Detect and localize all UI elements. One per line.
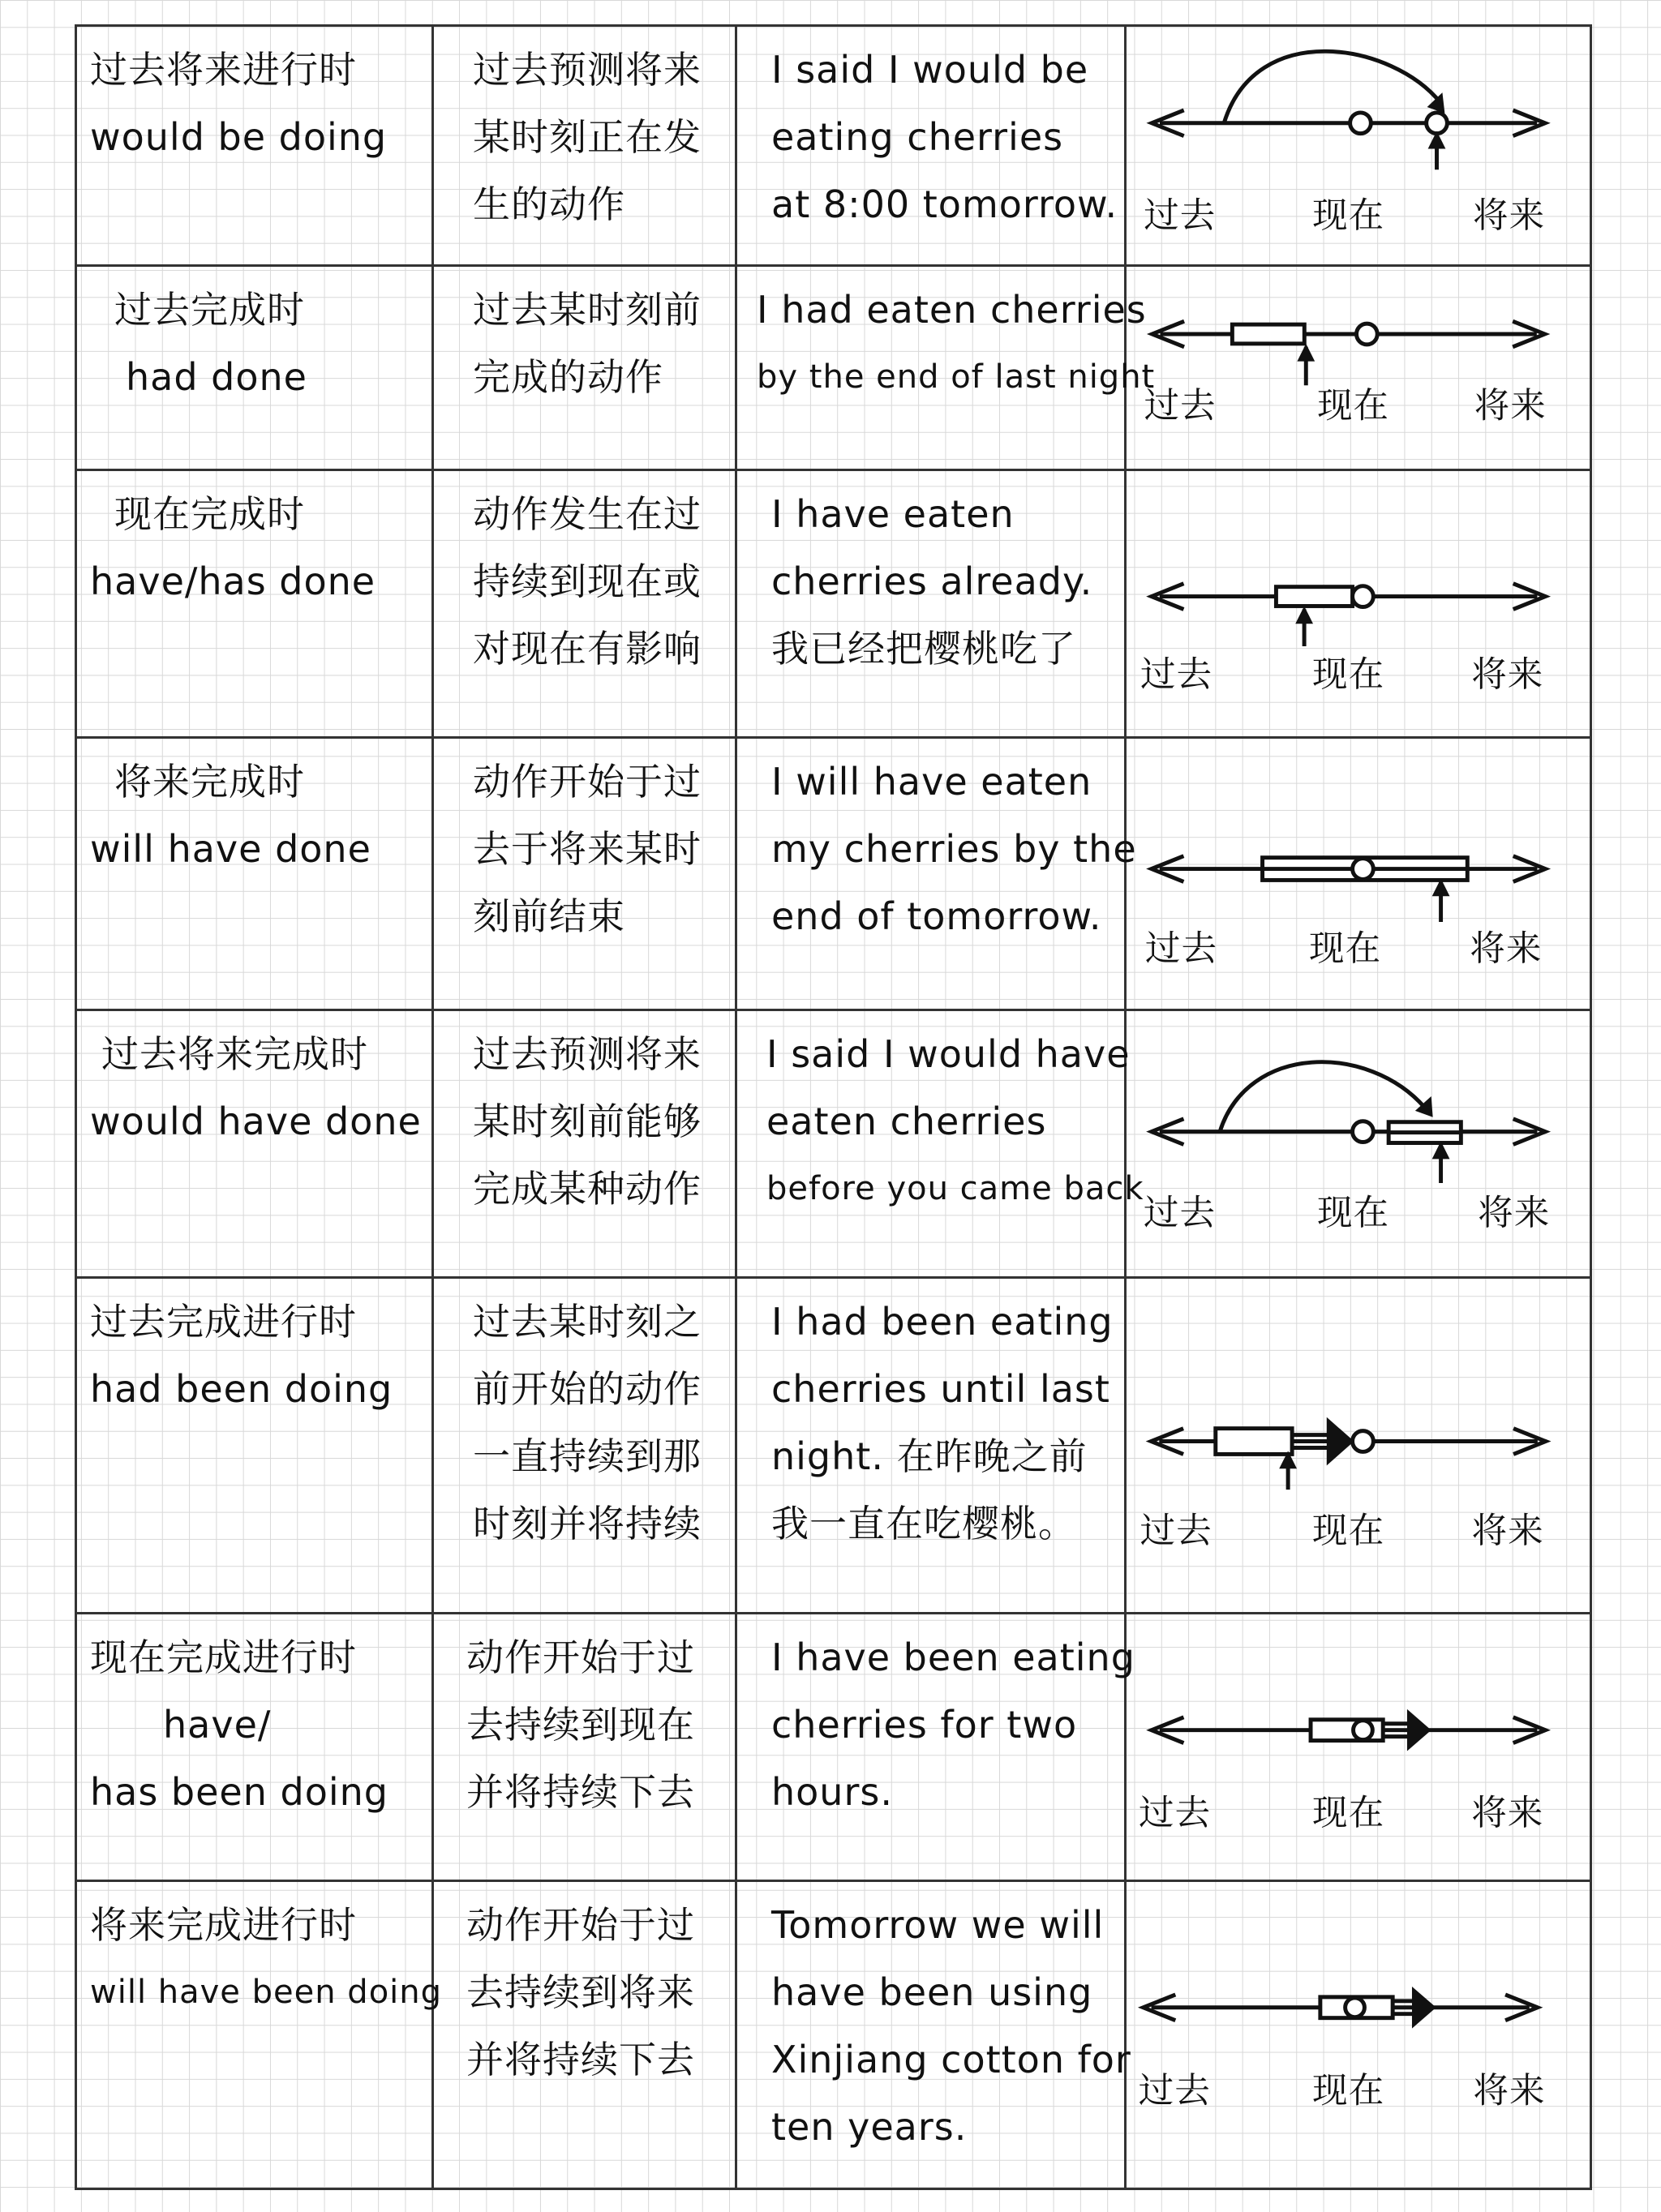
tense-name: 过去将来进行时 [90,48,357,92]
tense-name: 过去完成时 [114,288,305,332]
timeline-cell [1126,266,1591,470]
label-past: 过去 [1144,928,1218,970]
example-line: I have eaten [771,492,1015,536]
example-line: I had eaten cherries [757,288,1147,332]
tense-name: 将来完成进行时 [90,1903,357,1947]
now-point [1354,1721,1373,1740]
usage-line: 生的动作 [473,182,625,226]
action-bar [1216,1429,1292,1455]
usage-cell [433,1881,736,2189]
tense-form: has been doing [90,1770,388,1814]
timeline-cell [1126,738,1591,1010]
usage-line: 时刻并将持续 [473,1502,702,1545]
timeline-cell [1126,1278,1591,1614]
label-now: 现在 [1312,1793,1385,1834]
example-line: night. 在昨晚之前 [771,1434,1088,1478]
now-point [1353,859,1374,880]
example-line: end of tomorrow. [771,894,1102,938]
usage-line: 某时刻正在发 [473,115,702,159]
label-past: 过去 [1138,1793,1212,1834]
tense-name-cell [76,1881,443,2189]
action-bar [1276,587,1352,607]
example-line: Xinjiang cotton for [771,2038,1131,2081]
usage-line: 持续到现在或 [473,559,702,603]
example-line: 我已经把樱桃吃了 [771,627,1076,671]
example-cell [736,26,1126,266]
example-line: my cherries by the [771,827,1137,871]
usage-line: 前开始的动作 [473,1367,702,1411]
table-row [76,1881,1591,2189]
timeline-cell [1126,1881,1591,2189]
usage-cell [433,1614,736,1881]
tense-name: 过去完成进行时 [90,1300,357,1344]
future-point [1427,113,1448,134]
now-point [1353,1431,1374,1452]
table-row [76,26,1591,266]
tense-name: 过去将来完成时 [101,1032,368,1076]
timeline-diagram [1127,267,1590,469]
usage-line: 动作开始于过 [466,1903,695,1947]
example-line: I will have eaten [771,760,1092,804]
example-line: cherries already. [771,559,1093,603]
example-cell [736,1010,1144,1278]
tense-name-cell [76,1614,433,1881]
tense-name-cell [76,266,433,470]
example-cell [736,738,1137,1010]
usage-line: 去持续到现在 [466,1703,695,1747]
continuation-arrow-head [1327,1417,1354,1466]
example-line: before you came back [766,1170,1144,1207]
tense-name: 现在完成进行时 [90,1635,357,1679]
usage-line: 完成的动作 [473,355,663,399]
example-line: 我一直在吃樱桃。 [771,1502,1076,1545]
usage-line: 完成某种动作 [473,1167,702,1211]
tense-name-cell [76,470,433,738]
timeline-cell [1126,1614,1591,1881]
label-future: 将来 [1470,928,1543,970]
tense-form: had been doing [90,1367,393,1411]
example-line: eaten cherries [766,1100,1047,1143]
marker-arrow-head [1297,344,1315,362]
usage-line: 过去某时刻前 [473,288,702,332]
label-future: 将来 [1471,1793,1544,1834]
tense-form: have/ [163,1703,272,1747]
table-row [76,1010,1591,1278]
usage-line: 动作发生在过 [473,492,702,536]
tense-form: will have been doing [90,1974,443,2011]
label-past: 过去 [1144,195,1217,237]
label-now: 现在 [1316,1193,1390,1234]
now-point [1353,586,1374,607]
timeline-diagram [1127,1279,1590,1612]
now-point [1350,113,1371,134]
example-cell [736,470,1126,738]
label-now: 现在 [1311,2069,1385,2111]
tense-name-cell [76,1278,433,1614]
usage-line: 对现在有影响 [473,627,702,671]
example-line: I said I would have [766,1032,1131,1076]
projection-arc [1224,51,1440,122]
usage-line: 某时刻前能够 [473,1100,702,1143]
table-row [76,1614,1591,1881]
example-line: cherries for two [771,1703,1078,1747]
timeline-diagram [1127,1011,1590,1276]
usage-line: 一直持续到那 [473,1434,702,1478]
label-future: 将来 [1471,654,1544,696]
tense-name-cell [76,26,433,266]
label-now: 现在 [1309,928,1382,970]
tense-form: would be doing [90,115,388,159]
usage-line: 去持续到将来 [466,1970,695,2014]
example-line: by the end of last night [757,358,1156,396]
label-now: 现在 [1311,1510,1385,1552]
example-cell [736,1881,1131,2189]
tense-name: 将来完成时 [114,760,305,804]
label-past: 过去 [1138,2069,1211,2111]
usage-line: 刻前结束 [473,894,625,938]
action-bar [1232,324,1304,344]
tense-name-cell [76,738,433,1010]
timeline-cell [1126,470,1591,738]
example-cell [736,1614,1135,1881]
example-cell [736,1278,1126,1614]
usage-line: 去于将来某时 [473,827,702,871]
example-line: cherries until last [771,1367,1110,1411]
table-row [76,1278,1591,1614]
now-point [1346,1998,1365,2017]
example-line: have been using [771,1970,1093,2014]
usage-line: 过去预测将来 [473,48,702,92]
example-line: I had been eating [771,1300,1114,1344]
timeline-diagram [1127,471,1590,736]
table-row [76,266,1591,470]
label-past: 过去 [1144,385,1217,427]
usage-line: 并将持续下去 [466,1770,695,1814]
usage-line: 并将持续下去 [466,2038,695,2081]
example-line: I said I would be [771,48,1089,92]
usage-line: 动作开始于过 [473,760,702,804]
usage-line: 动作开始于过 [466,1635,695,1679]
table-row [76,470,1591,738]
example-line: ten years. [771,2105,968,2149]
continuation-arrow-head [1412,1987,1436,2029]
tense-name: 现在完成时 [114,492,305,536]
example-line: hours. [771,1770,893,1814]
label-future: 将来 [1473,2069,1546,2111]
usage-cell [433,1278,736,1614]
timeline-diagram [1127,739,1590,1009]
usage-cell [433,470,736,738]
tense-name-cell [76,1010,433,1278]
example-line: Tomorrow we will [771,1903,1105,1947]
label-now: 现在 [1317,385,1390,427]
label-past: 过去 [1143,1193,1217,1234]
usage-cell [433,26,736,266]
timeline-diagram [1127,27,1590,264]
timeline-cell [1126,1010,1591,1278]
timeline-cell [1126,26,1591,266]
timeline-diagram [1127,1882,1590,2188]
tense-form: would have done [90,1100,422,1143]
usage-cell [433,738,736,1010]
now-point [1357,324,1378,345]
tense-chart-table [75,24,1592,2190]
marker-arrow-head [1295,606,1313,624]
label-future: 将来 [1471,1510,1544,1552]
tense-form: will have done [90,827,371,871]
usage-cell [433,1010,736,1278]
label-future: 将来 [1473,195,1546,237]
tense-form: have/has done [90,559,376,603]
example-line: at 8:00 tomorrow. [771,182,1118,226]
table-row [76,738,1591,1010]
continuation-arrow-head [1407,1709,1431,1751]
usage-cell [433,266,736,470]
usage-line: 过去预测将来 [473,1032,702,1076]
label-now: 现在 [1312,654,1385,696]
tense-form: had done [126,355,307,399]
label-future: 将来 [1474,385,1547,427]
label-now: 现在 [1312,195,1385,237]
example-cell [736,266,1156,470]
label-past: 过去 [1140,1510,1212,1552]
label-past: 过去 [1140,654,1213,696]
example-line: eating cherries [771,115,1064,159]
now-point [1353,1121,1374,1142]
timeline-diagram [1127,1614,1590,1880]
example-line: I have been eating [771,1635,1135,1679]
usage-line: 过去某时刻之 [473,1300,702,1344]
label-future: 将来 [1478,1193,1551,1234]
